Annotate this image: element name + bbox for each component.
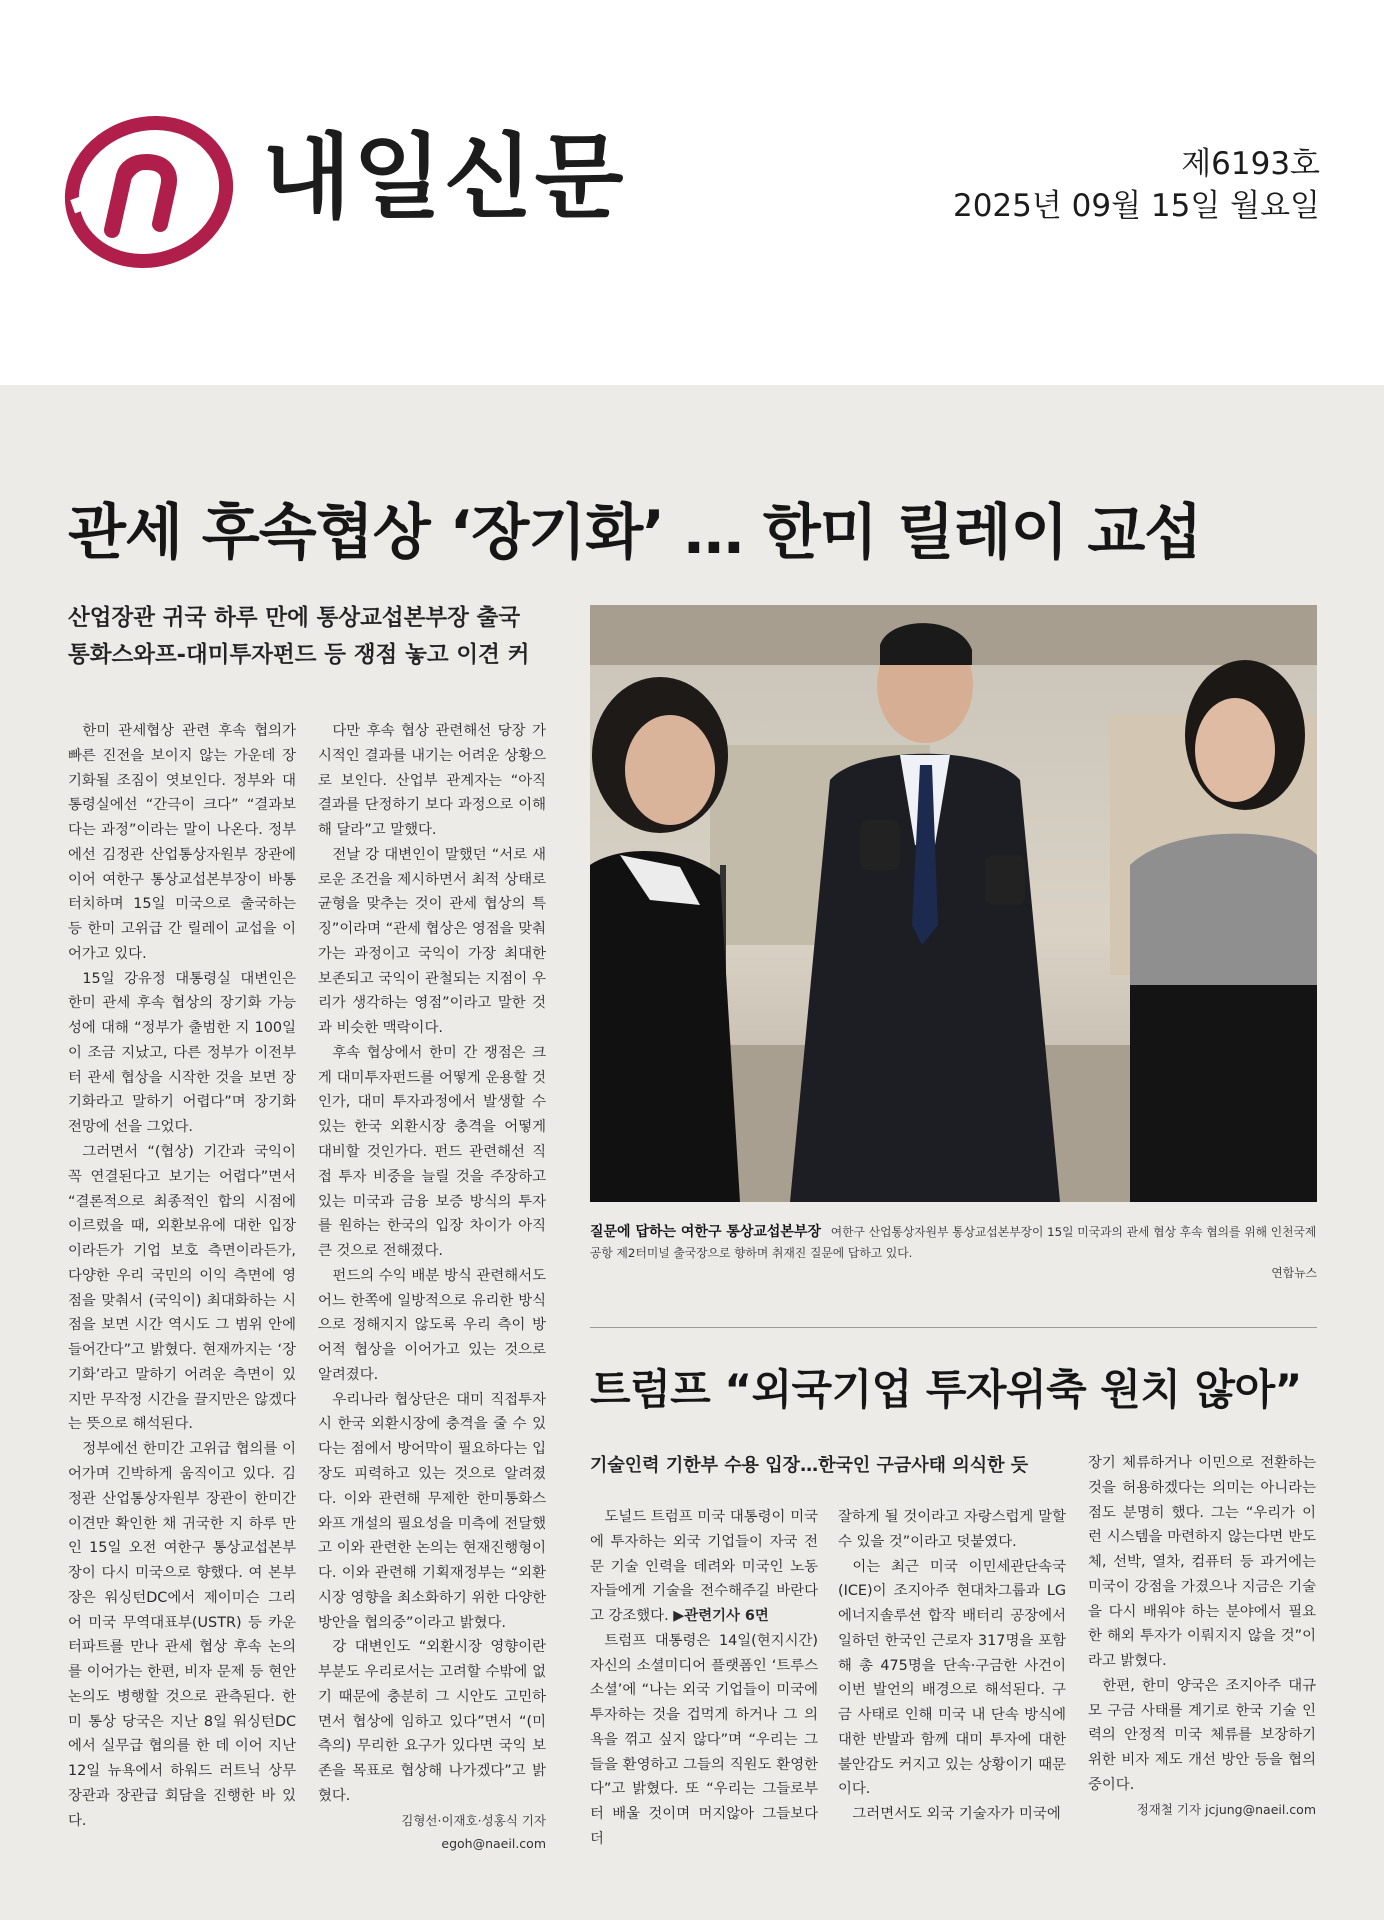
newspaper-page [0, 385, 1384, 1920]
byline-email: egoh@naeil.com [441, 1836, 546, 1852]
paragraph: 우리나라 협상단은 대미 직접투자 시 한국 외환시장에 충격을 줄 수 있다는 점에서 방어막이 필요하다는 입장도 피력하고 있는 것으로 알려졌다. 이와 관련해 무제한 한미통화스와프 개설의 필요성을 미측에 전달했고 이와 관련한 논의는 현재진행형이다. 이와 관련해 기획재정부는 “외환시장 영향을 최소화하기 위한 다양한 방안을 협의중”이라고 밝혔다. [318, 1391, 546, 1631]
article-column-1 [68, 719, 296, 1833]
second-headline: 트럼프 “외국기업 투자위축 원치 않아” [590, 1365, 1302, 1414]
paragraph: 전날 강 대변인이 말했던 “서로 새로운 조건을 제시하면서 최적 상태로 균형을 맞추는 것이 관세 협상의 특징”이라며 “관세 협상은 영점을 맞춰가는 과정이고 국익이 가장 최대한 보존되고 국익이 관철되는 지점이 우리가 생각하는 영점”이라고 말한 것과 비슷한 맥락이다. [318, 846, 546, 1037]
naeil-logo [64, 112, 234, 272]
paragraph: 후속 협상에서 한미 간 쟁점은 크게 대미투자펀드를 어떻게 운용할 것인가, 대미 투자과정에서 발생할 수 있는 한국 외환시장 충격을 어떻게 대비할 것인가다. 펀드 관련해선 직접 투자 비중을 늘릴 것을 주장하고 있는 미국과 금융 보증 방식의 투자를 원하는 한국의 입장 차이가 아직 큰 것으로 전해졌다. [318, 1044, 546, 1260]
article-column-2 [318, 719, 546, 1856]
issue-info [953, 144, 1320, 228]
deck-line-2: 통화스와프-대미투자펀드 등 쟁점 놓고 이견 커 [68, 642, 530, 669]
paragraph: 그러면서 “(협상) 기간과 국익이 꼭 연결된다고 보기는 어렵다”면서 “결론적으로 최종적인 합의 시점에 이르렀을 때, 외환보유에 대한 입장이라든가 기업 보호 측면이라든가, 다양한 우리 국민의 이익 측면에 영점을 맞춰서 (국익이) 최대화하는 시점을 보면 시간 역시도 그 범위 안에 들어간다”고 밝혔다. 현재까지는 ‘장기화’라고 말하기 어려운 측면이 있지만 무작정 시간을 끌지만은 않겠다는 뜻으로 해석된다. [68, 1144, 296, 1433]
related-article-link[interactable]: ▶관련기사 6면 [673, 1608, 769, 1625]
paragraph: 한편, 한미 양국은 조지아주 대규모 구금 사태를 계기로 한국 기술 인력의 안정적 미국 체류를 보장하기 위한 비자 제도 개선 방안 등을 협의 중이다. [1088, 1677, 1316, 1793]
section-divider [590, 1327, 1317, 1328]
second-deck: 기술인력 기한부 수용 입장…한국인 구금사태 의식한 듯 [590, 1455, 1029, 1476]
airport-interview-image [590, 605, 1317, 1202]
issue-number: 제6193호 [1181, 146, 1320, 182]
byline: 정재철 기자 jcjung@naeil.com [1136, 1801, 1316, 1817]
paragraph: 강 대변인도 “외환시장 영향이란 부분도 우리로서는 고려할 수밖에 없기 때문에 충분히 그 시안도 고민하면서 협상에 임하고 있다”면서 “(미 측의) 무리한 요구가 있다면 국익 보존을 목표로 협상해 나가겠다”고 밝혔다. [318, 1639, 546, 1804]
masthead [0, 0, 1384, 385]
article-column-3 [590, 1505, 818, 1852]
paragraph: 장기 체류하거나 이민으로 전환하는 것을 허용하겠다는 의미는 아니라는 점도 분명히 했다. 그는 “우리가 이런 시스템을 마련하지 않는다면 반도체, 선박, 열차, 컴퓨터 등 과거에는 미국이 강점을 가졌으나 지금은 기술을 다시 배워야 하는 분야에서 필요한 해외 투자가 이뤄지지 않을 것”이라고 밝혔다. [1088, 1455, 1316, 1670]
paragraph: 정부에선 한미간 고위급 협의를 이어가며 긴박하게 움직이고 있다. 김정관 산업통상자원부 장관이 한미간 이견만 확인한 채 귀국한 지 하루 만인 15일 오전 여한구 통상교섭본부장이 다시 미국으로 향했다. 여 본부장은 워싱턴DC에서 제이미슨 그리어 미국 무역대표부(USTR) 등 카운터파트를 만나 관세 협상 후속 논의를 이어가는 한편, 비자 문제 등 현안 논의도 병행할 것으로 관측된다. 한미 통상 당국은 지난 8일 워싱턴DC에서 실무급 협의를 한 데 이어 지난 12일 뉴욕에서 하워드 러트닉 상무장관과 장관급 회담을 진행한 바 있다. [68, 1441, 296, 1829]
paragraph: 다만 후속 협상 관련해선 당장 가시적인 결과를 내기는 어려운 상황으로 보인다. 산업부 관계자는 “아직 결과를 단정하기 보다 과정으로 이해해 달라”고 말했다. [318, 723, 546, 839]
brand-name: 내일신문 [262, 124, 626, 231]
article-column-4 [838, 1505, 1066, 1827]
paragraph [590, 1505, 818, 1629]
news-photo [590, 605, 1317, 1202]
caption-text: 여한구 산업통상자원부 통상교섭본부장이 15일 미국과의 관세 협상 후속 협의를 위해 인천국제공항 제2터미널 출국장으로 향하며 취재진 질문에 답하고 있다. [590, 1225, 1317, 1261]
caption-title: 질문에 답하는 여한구 통상교섭본부장 [590, 1224, 822, 1240]
photo-credit: 연합뉴스 [1271, 1265, 1317, 1280]
paragraph: 잘하게 될 것이라고 자랑스럽게 말할 수 있을 것”이라고 덧붙였다. [838, 1509, 1066, 1550]
byline: 김형선·이재호·성홍식 기자 [401, 1812, 546, 1828]
paragraph: 이는 최근 미국 이민세관단속국(ICE)이 조지아주 현대차그룹과 LG에너지솔루션 합작 배터리 공장에서 일하던 한국인 근로자 317명을 포함해 총 475명을 단속·구금한 사건이 이번 발언의 배경으로 해석된다. 구금 사태로 인해 미국 내 단속 방식에 대한 반발과 함께 대미 투자에 대한 불안감도 커지고 있는 상황이기 때문이다. [838, 1558, 1066, 1798]
main-headline: 관세 후속협상 ‘장기화’ … 한미 릴레이 교섭 [68, 498, 1202, 568]
main-deck [68, 600, 548, 674]
paragraph: 그러면서도 외국 기술자가 미국에 [852, 1806, 1061, 1823]
deck-line-1: 산업장관 귀국 하루 만에 통상교섭본부장 출국 [68, 605, 521, 631]
article-column-5 [1088, 1451, 1316, 1821]
paragraph: 트럼프 대통령은 14일(현지시간) 자신의 소셜미디어 플랫폼인 ‘트루스소셜’에 “나는 외국 기업들이 미국에 투자하는 것을 겁먹게 하거나 그 의욕을 꺾고 싶지 않다”며 “우리는 그들을 환영하고 그들의 직원도 환영한다”고 밝혔다. 또 “우리는 그들로부터 배울 것이며 머지않아 그들보다 더 [590, 1632, 818, 1847]
issue-date: 2025년 09월 15일 월요일 [952, 187, 1320, 224]
paragraph: 15일 강유정 대통령실 대변인은 한미 관세 후속 협상의 장기화 가능성에 대해 “정부가 출범한 지 100일이 조금 지났고, 다른 정부가 이전부터 관세 협상을 시작한 것을 보면 장기화라고 말하기 어렵다”며 장기화 전망에 선을 그었다. [68, 970, 296, 1136]
photo-caption [590, 1221, 1317, 1283]
paragraph-text: 도널드 트럼프 미국 대통령이 미국에 투자하는 외국 기업들이 자국 전문 기술 인력을 데려와 미국인 노동자들에게 기술을 전수해주길 바란다고 강조했다. [590, 1509, 818, 1625]
paragraph: 한미 관세협상 관련 후속 협의가 빠른 진전을 보이지 않는 가운데 장기화될 조짐이 엿보인다. 정부와 대통령실에선 “간극이 크다” “결과보다는 과정”이라는 말이 나온다. 정부에선 김정관 산업통상자원부 장관에 이어 여한구 통상교섭본부장이 바통터치하며 15일 미국으로 출국하는 등 한미 고위급 간 릴레이 교섭을 이어가고 있다. [68, 723, 296, 962]
paragraph: 펀드의 수익 배분 방식 관련해서도 어느 한쪽에 일방적으로 유리한 방식으로 정해지지 않도록 우리 측이 방어적 협상을 이어가고 있는 것으로 알려졌다. [318, 1267, 546, 1383]
